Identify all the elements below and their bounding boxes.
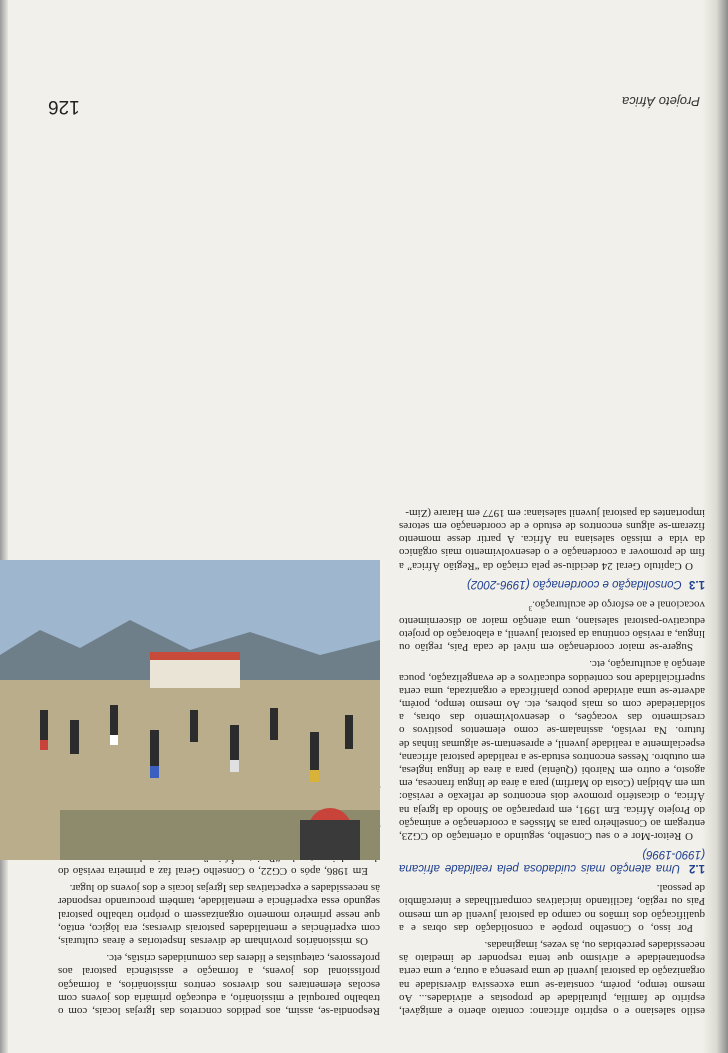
- paragraph: Respondia-se, assim, aos pedidos concretos das Igrejas locais, com o trabalho paroquial e missionário, a educação primária dos jovens com escolas elementares nos diversos centros missionários, a formação profissional dos jovens, a formação e assistência pastoral aos professores, catequistas e líderes das comunidades cristãs, etc.: [58, 952, 380, 1017]
- photo-youth-gathering: [0, 560, 380, 860]
- section-heading-1-2: [399, 847, 705, 875]
- paragraph: O Capítulo Geral 24 decidiu-se pela criação da “Região África” a fim de promover a coordenação e o desenvolvimento mais orgânico da vida e missão salesiana na África. A partir desse momento fizeram-se alguns encontros de estudo e de coordenação em setores importantes da pastoral juvenil salesiana: em 1977 em Harare (Zim-: [399, 506, 705, 572]
- running-title: Projeto África: [621, 94, 700, 109]
- text-column-left: [399, 502, 705, 1017]
- photo-illustration: [0, 560, 380, 860]
- section-number: 1.2: [689, 861, 705, 874]
- section-heading-1-3: [399, 577, 705, 591]
- page-number: 126: [48, 96, 80, 117]
- section-title: Consolidação e coordenação (1996-2002): [466, 577, 682, 590]
- paragraph: O Reitor-Mor e o seu Conselho, seguindo a orientação do CG23, entregam ao Conselheiro para as Missões a coordenação e animação do Projeto África. Em 1991, em preparação ao Sínodo da Igreja na África, o dicastério promove dois encontros de reflexão e revisão: um em Abidjan (Costa do Marfim) para a área de língua francesa, em agosto, e outro em Nairobi (Quênia) para a área de língua inglesa, em outubro. Nesses encontros estuda-se a realidade pastoral africana, especialmente a realidade juvenil, e apresentam-se algumas linhas de futuro. Na revisão, assinalam-se como elementos positivos o crescimento das vocações, o desenvolvimento das obras, a solidariedade com os mais pobres, etc. Ao mesmo tempo, porém, adverte-se uma atividade pouco planificada e organizada, uma certa superficialidade nos conteúdos educativos e de evangelização, pouca atenção à aculturação, etc.: [399, 658, 705, 842]
- paragraph: [399, 597, 705, 653]
- paragraph: Os missionários provinham de diversas Inspetorias e áreas culturais, com experiências e mentalidades pastorais diversas; era lógico, então, que nesse primeiro momento organizassem o próprio trabalho pastoral segundo essa experiência e mentalidade, também procurando responder às necessidades e expectativas das Igrejas locais e dos jovens do lugar.: [58, 882, 380, 947]
- footnote-marker: 3: [528, 603, 533, 612]
- paragraph: Por isso, o Conselho propõe a consolidação das obras e a qualificação dos irmãos no campo da pastoral juvenil de um mesmo País ou região, facilitando iniciativas compartilhadas e intercâmbio de pessoal.: [399, 882, 705, 934]
- paragraph: Em 1986, após o CG22, o Conselho Geral faz a primeira revisão do: [58, 864, 368, 877]
- paragraph-text: Sugere-se maior coordenação em nível de cada País, região ou língua, a revisão contínua da pastoral juvenil, a elaboração do projeto educativo-pastoral salesiano, uma atenção maior ao discernimento vocacional e ao esforço de aculturação.: [399, 597, 705, 654]
- section-number: 1.3: [689, 577, 705, 590]
- paragraph: estilo salesiano e o espírito africano: contato aberto e amigável, espírito de família, pluralidade de propostas e atividades... Ao mesmo tempo, porém, constata-se uma excessiva diversidade na organização da pastoral juvenil de uma presença a outra, e uma certa espontaneidade e ativismo que tenta responder de imediato às necessidades percebidas ou, às vezes, imaginadas.: [399, 938, 705, 1017]
- section-title: Uma atenção mais cuidadosa pela realidade africana (1990-1996): [399, 847, 705, 874]
